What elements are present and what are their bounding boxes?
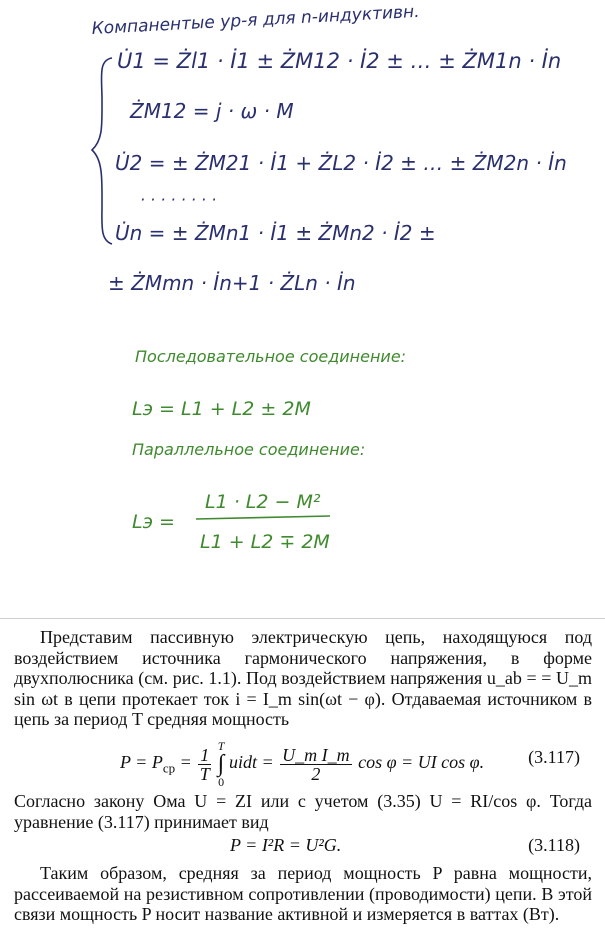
equation-u2: U̇2 = ± ŻM21 · İ1 + ŻL2 · İ2 ± … ± ŻM2n · İn <box>115 151 567 175</box>
eq118-body: P = I²R = U²G. <box>230 835 342 855</box>
eq117-rhs: cos φ = UI cos φ. <box>358 752 485 773</box>
equation-3-117: $P = P_{ср}$ = $\frac{1}{T}$ T ∫ 0 uidt = $\frac{\text{U\_m I\_m}}{2}$ cos φ = UI cos φ. (3.117) <box>120 739 580 789</box>
parallel-connection-title: Параллельное соединение: <box>132 440 366 459</box>
handwritten-heading: Компанентые ур-я для n-индуктивн. <box>91 1 421 39</box>
series-connection-title: Последовательное соединение: <box>135 347 407 366</box>
equation-u1: U̇1 = Żl1 · İ1 ± ŻM12 · İ2 ± … ± ŻM1n · İn <box>117 49 562 73</box>
eq117-fraction2: $\frac{\text{U\_m I\_m}}{2}$ <box>282 744 350 784</box>
eq117-sub: ср <box>162 760 176 776</box>
equation-zm12: ŻM12 = j · ω · M <box>130 99 294 123</box>
series-connection-equation: Lэ = L1 + L2 ± 2M <box>132 398 311 420</box>
eq117-integrand: uidt = <box>228 752 274 773</box>
parallel-denominator: L1 + L2 ∓ 2M <box>200 531 330 553</box>
system-brace <box>92 58 112 244</box>
ellipsis-row: · · · · · · · · <box>140 190 217 209</box>
equation-3-118 <box>14 835 592 857</box>
paragraph-ohm: Согласно закону Ома U = ZI или с учетом (3.35) U = RI/cos φ. Тогда уравнение (3.117) принимает вид <box>14 791 592 832</box>
eq117-integral: T ∫ 0 <box>217 739 225 789</box>
parallel-fraction-bar <box>196 516 330 519</box>
parallel-lhs: Lэ = <box>132 511 175 533</box>
equation-number-3-117: (3.117) <box>528 747 580 767</box>
paragraph-intro: Представим пассивную электрическую цепь, находящуюся под воздействием источника гармонического напряжения, в форме двухполюсника (см. рис. 1.1). Под воздействием напряжения u_ab = = U_m sin ωt в цепи протекает ток i = I_m sin(ωt − φ). Отдаваемая источником в цепь за период T средняя мощность <box>14 627 592 729</box>
equation-un-continued: ± ŻMmn · İn+1 · ŻLn · İn <box>108 271 356 295</box>
equation-number-3-118: (3.118) <box>528 835 580 855</box>
eq117-fraction: $\frac{1}{T}$ <box>199 744 210 784</box>
textbook-excerpt <box>0 618 605 936</box>
eq117-lhs: P = P <box>120 752 163 773</box>
parallel-numerator: L1 · L2 − M² <box>205 491 321 513</box>
equation-un: U̇n = ± ŻMn1 · İ1 ± ŻMn2 · İ2 ± <box>115 221 436 245</box>
paragraph-conclusion: Таким образом, средняя за период мощность P равна мощности, рассеиваемой на резистивном сопротивлении (проводимости) цепи. В этой связи мощность P носит название активной и измеряется в ваттах (Вт). <box>14 863 592 924</box>
